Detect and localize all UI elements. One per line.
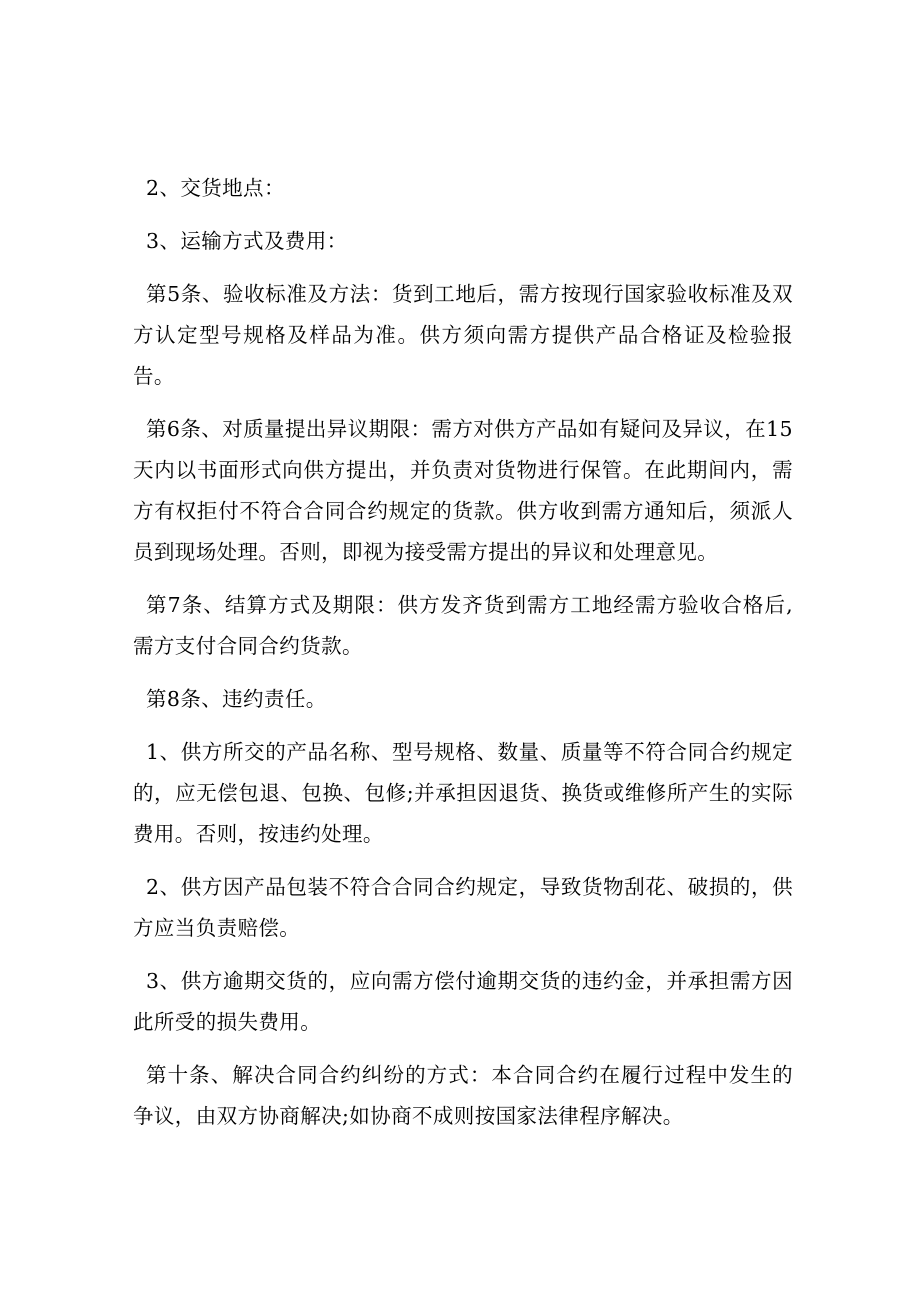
clause-8-liability-heading: 第8条、违约责任。 [146, 687, 327, 711]
document-body [133, 168, 793, 1149]
liability-item-3: 3、供方逾期交货的，应向需方偿付逾期交货的违约金，并承担需方因此所受的损失费用。 [133, 969, 793, 1034]
clause-7-settlement: 第7条、结算方式及期限：供方发齐货到需方工地经需方验收合格后,需方支付合同合约货款。 [133, 593, 793, 658]
clause-delivery-location: 2、交货地点： [146, 176, 285, 200]
clause-10-dispute-resolution: 第十条、解决合同合约纠纷的方式：本合同合约在履行过程中发生的争议，由双方协商解决;如协商不成则按国家法律程序解决。 [133, 1063, 793, 1128]
clause-6-quality-objection: 第6条、对质量提出异议期限：需方对供方产品如有疑问及异议，在15天内以书面形式向供方提出，并负责对货物进行保管。在此期间内，需方有权拒付不符合合同合约规定的货款。供方收到需方通知后，须派人员到现场处理。否则，即视为接受需方提出的异议和处理意见。 [133, 417, 793, 564]
clause-5-acceptance: 第5条、验收标准及方法：货到工地后，需方按现行国家验收标准及双方认定型号规格及样品为准。供方须向需方提供产品合格证及检验报告。 [133, 282, 793, 388]
liability-item-1: 1、供方所交的产品名称、型号规格、数量、质量等不符合同合约规定的，应无偿包退、包换、包修;并承担因退货、换货或维修所产生的实际费用。否则，按违约处理。 [133, 740, 793, 846]
liability-item-2: 2、供方因产品包装不符合合同合约规定，导致货物刮花、破损的，供方应当负责赔偿。 [133, 875, 793, 940]
clause-transport-method: 3、运输方式及费用： [146, 229, 348, 253]
